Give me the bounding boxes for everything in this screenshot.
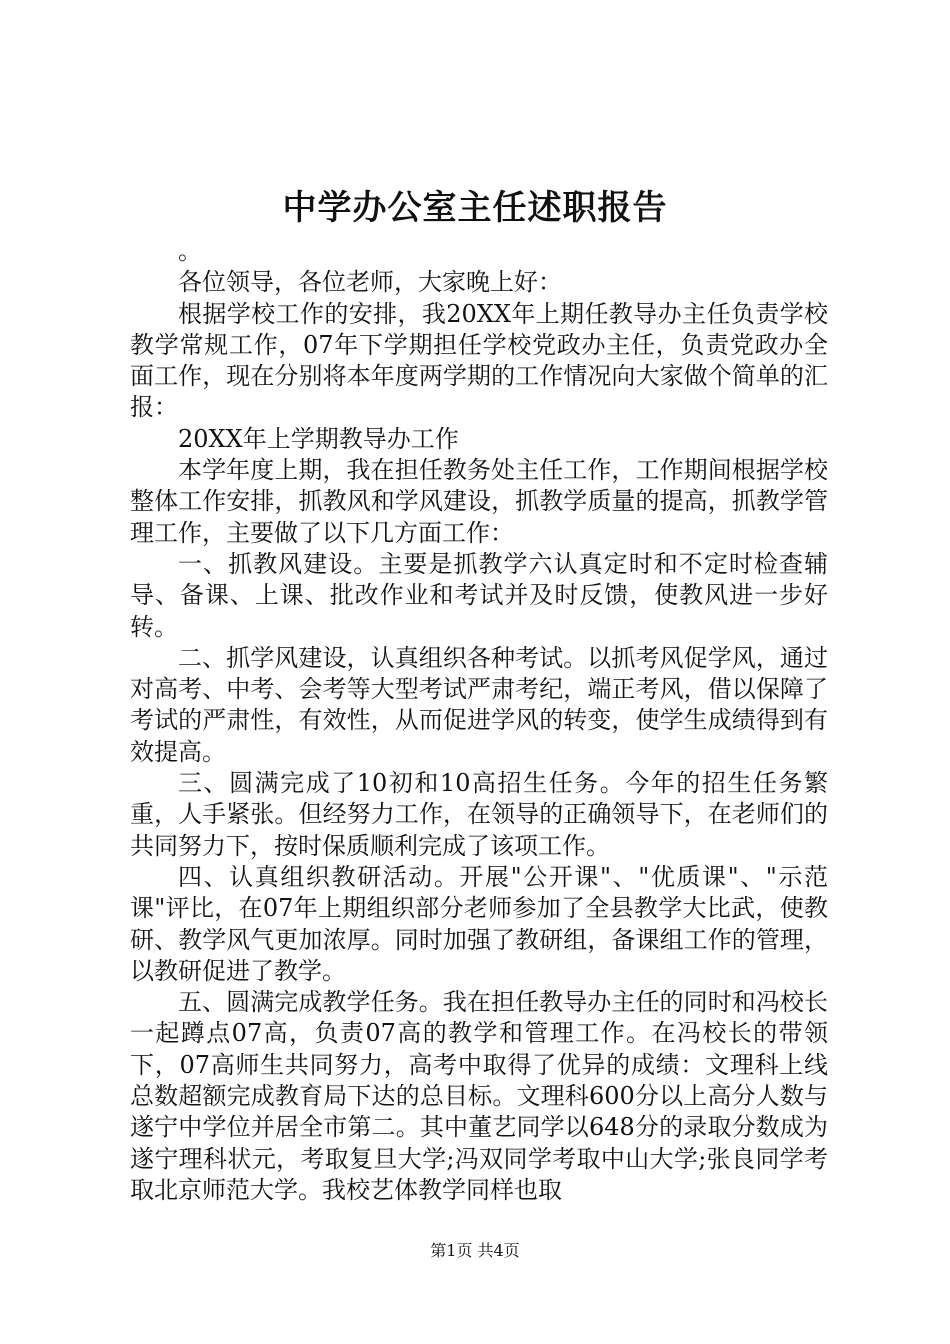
greeting-paragraph: 各位领导，各位老师，大家晚上好： [178,268,562,297]
page-number-footer: 第1页 共4页 [430,1241,520,1260]
paragraph: 四、认真组织教研活动。开展"公开课"、"优质课"、"示范课"评比，在07年上期组织部分老师参加了全县教学大比武，使教研、教学风气更加浓厚。同时加强了教研组，备课组工作的管理，以教研促进了教学。 [130,862,828,985]
paragraph: 三、圆满完成了10初和10高招生任务。今年的招生任务繁重，人手紧张。但经努力工作，在领导的正确领导下，在老师们的共同努力下，按时保质顺利完成了该项工作。 [130,769,828,860]
document-title: 中学办公室主任述职报告 [282,188,668,228]
document-body [130,236,828,1206]
paragraph: 二、抓学风建设，认真组织各种考试。以抓考风促学风，通过对高考、中考、会考等大型考试严肃考纪，端正考风，借以保障了考试的严肃性，有效性，从而促进学风的转变，使学生成绩得到有效提高。 [130,643,828,766]
paragraph: 五、圆满完成教学任务。我在担任教导办主任的同时和冯校长一起蹲点07高，负责07高的教学和管理工作。在冯校长的带领下，07高师生共同努力，高考中取得了优异的成绩：文理科上线总数超额完成教育局下达的总目标。文理科600分以上高分人数与遂宁中学位并居全市第二。其中董艺同学以648分的录取分数成为遂宁理科状元，考取复旦大学;冯双同学考取中山大学;张良同学考取北京师范大学。我校艺体教学同样也取 [130,988,828,1204]
paragraph: 。 [178,237,202,265]
paragraph: 本学年度上期，我在担任教务处主任工作，工作期间根据学校整体工作安排，抓教风和学风建设，抓教学质量的提高，抓教学管理工作，主要做了以下几方面工作： [130,456,828,547]
paragraph: 一、抓教风建设。主要是抓教学六认真定时和不定时检查辅导、备课、上课、批改作业和考试并及时反馈，使教风进一步好转。 [130,549,828,641]
paragraph: 根据学校工作的安排，我20XX年上期任教导办主任负责学校教学常规工作，07年下学期担任学校党政办主任，负责党政办全面工作，现在分别将本年度两学期的工作情况向大家做个简单的汇报： [130,299,828,422]
section-heading: 20XX年上学期教导办工作 [178,424,459,453]
